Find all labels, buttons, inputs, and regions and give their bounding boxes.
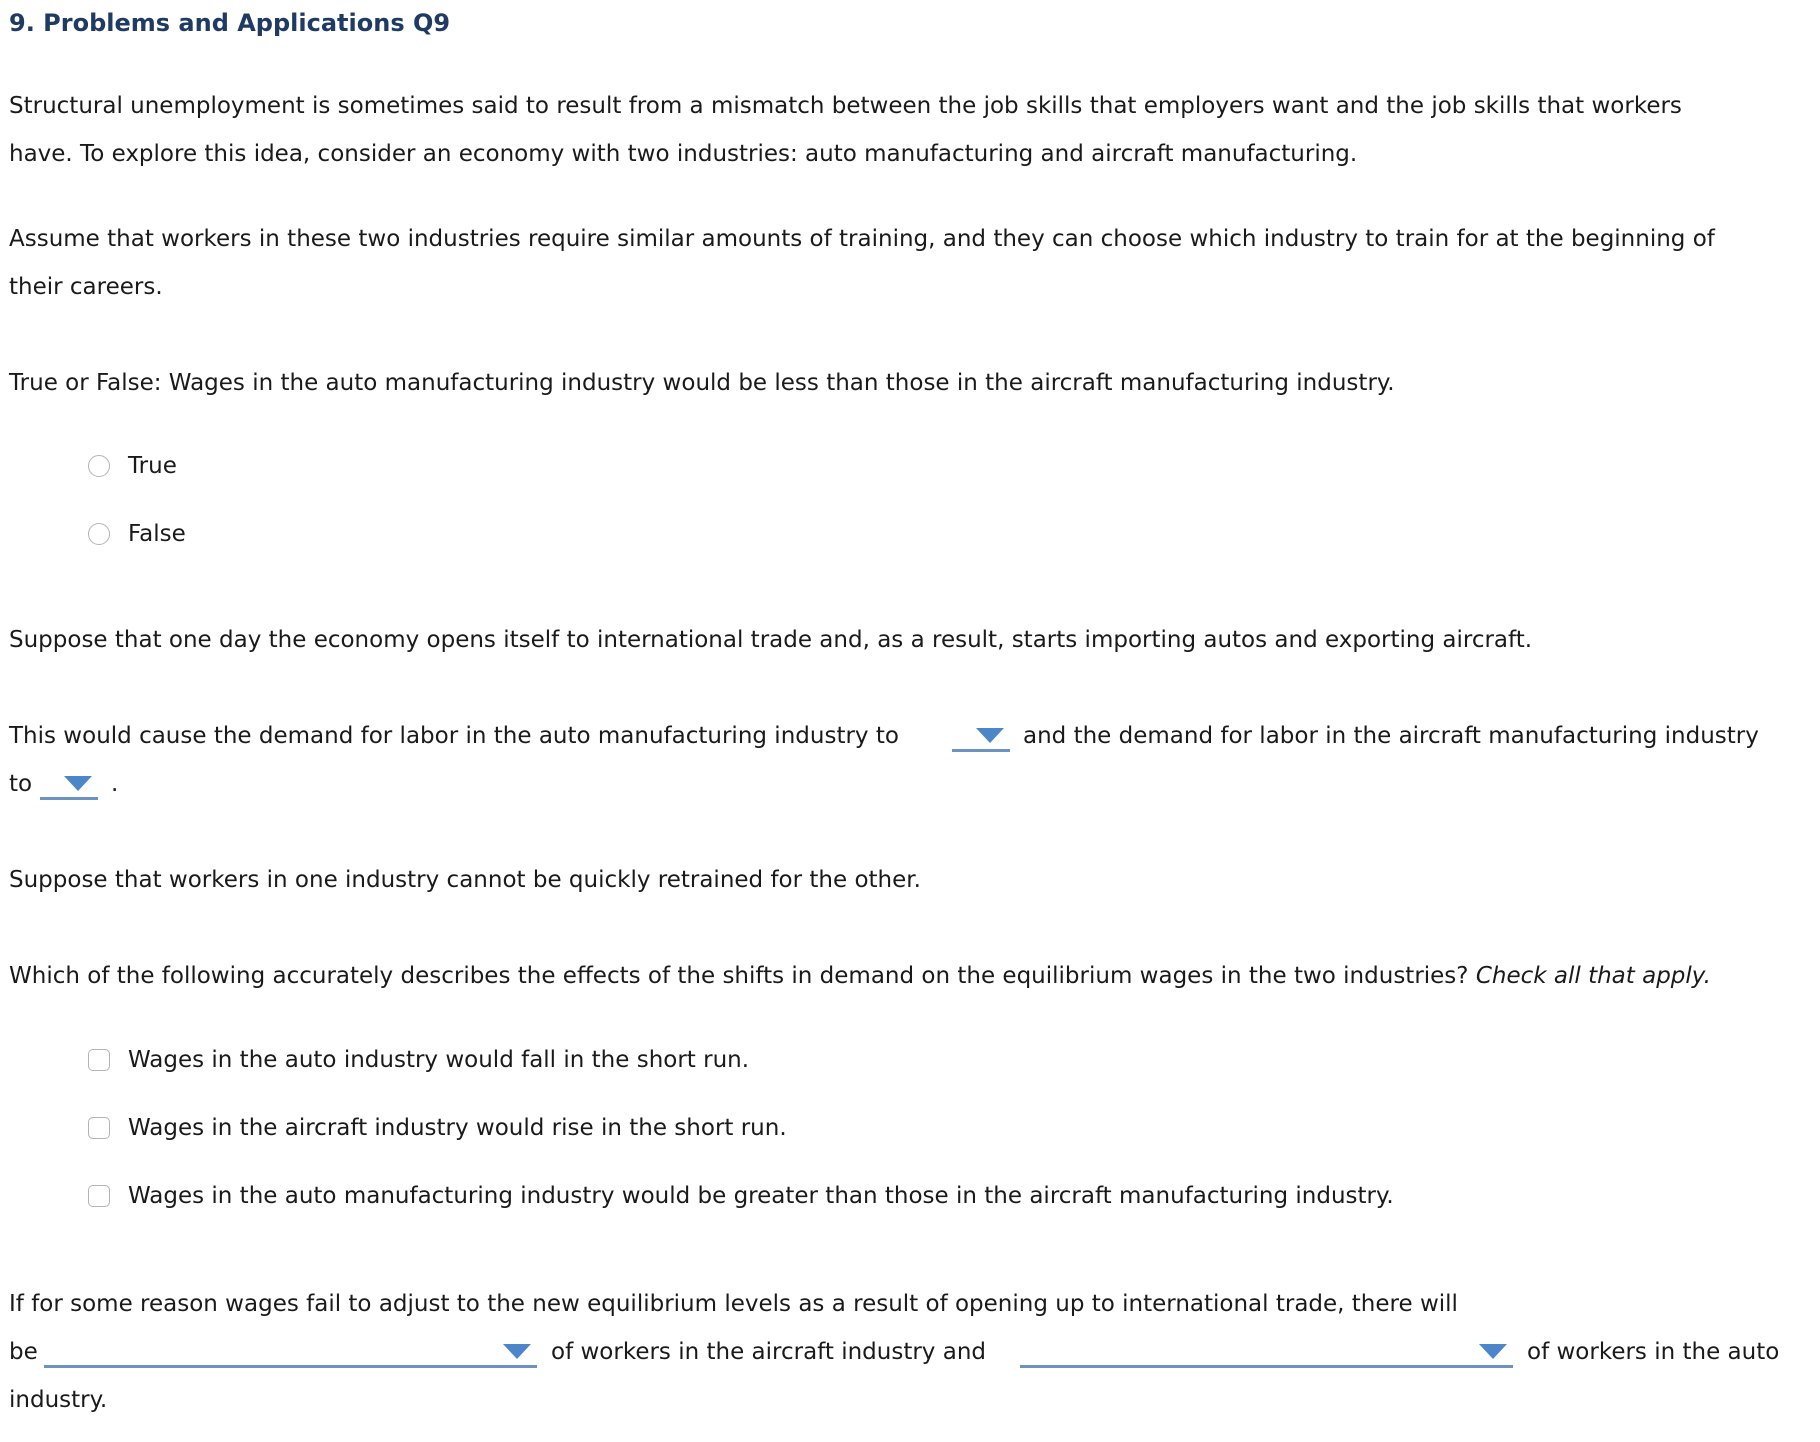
q4-line-1: If for some reason wages fail to adjust to the new equilibrium levels as a result of opening up to international trade, there will [9, 1291, 1458, 1317]
aircraft-workers-dropdown[interactable] [44, 1338, 537, 1368]
auto-workers-dropdown[interactable] [1020, 1338, 1513, 1368]
chevron-down-icon [1479, 1344, 1507, 1359]
page-title: 9. Problems and Applications Q9 [9, 9, 451, 37]
assumption-line-2: their careers. [9, 274, 163, 300]
intro-paragraph [9, 82, 1809, 178]
checkbox[interactable] [88, 1049, 110, 1071]
q1-option-label: False [128, 521, 186, 547]
q4-text-last: industry. [9, 1387, 108, 1413]
intro-line-1: Structural unemployment is sometimes said to result from a mismatch between the job skills that employers want and the job skills that workers [9, 93, 1682, 119]
chevron-down-icon [976, 728, 1004, 743]
chevron-down-icon [64, 776, 92, 791]
q4-text-end: of workers in the auto [1527, 1339, 1780, 1365]
q2-text-part4: . [111, 771, 119, 797]
radio-button[interactable] [88, 455, 110, 477]
checkbox[interactable] [88, 1117, 110, 1139]
q3-option-label: Wages in the auto industry would fall in the short run. [128, 1047, 750, 1073]
q1-prompt: True or False: Wages in the auto manufacturing industry would be less than those in the aircraft manufacturing industry. [9, 370, 1395, 396]
q2-text-part1: This would cause the demand for labor in the auto manufacturing industry to [9, 723, 899, 749]
q4-text-be: be [9, 1339, 38, 1365]
q2-text-part2: and the demand for labor in the aircraft manufacturing industry [1023, 723, 1759, 749]
q3-prompt-text: Which of the following accurately describes the effects of the shifts in demand on the equilibrium wages in the two industries? [9, 963, 1469, 989]
checkbox[interactable] [88, 1185, 110, 1207]
q1-option-label: True [128, 453, 177, 479]
auto-demand-dropdown[interactable] [952, 722, 1010, 752]
retrain-statement: Suppose that workers in one industry cannot be quickly retrained for the other. [9, 867, 921, 893]
q3-option-auto-fall[interactable] [88, 1044, 749, 1076]
assumption-line-1: Assume that workers in these two industries require similar amounts of training, and they can choose which industry to train for at the beginning of [9, 226, 1715, 252]
q2-text-part3: to [9, 771, 33, 797]
q3-option-label: Wages in the aircraft industry would rise in the short run. [128, 1115, 787, 1141]
aircraft-demand-dropdown[interactable] [40, 770, 98, 800]
q3-prompt [9, 952, 1809, 1000]
q3-option-aircraft-rise[interactable] [88, 1112, 787, 1144]
q1-option-true[interactable] [88, 450, 177, 482]
q4-text-mid: of workers in the aircraft industry and [551, 1339, 987, 1365]
q3-option-label: Wages in the auto manufacturing industry would be greater than those in the aircraft manufacturing industry. [128, 1183, 1394, 1209]
trade-statement: Suppose that one day the economy opens itself to international trade and, as a result, starts importing autos and exporting aircraft. [9, 627, 1533, 653]
radio-button[interactable] [88, 523, 110, 545]
intro-line-2: have. To explore this idea, consider an economy with two industries: auto manufacturing and aircraft manufacturing. [9, 141, 1358, 167]
q1-option-false[interactable] [88, 518, 186, 550]
chevron-down-icon [503, 1344, 531, 1359]
q3-instruction: Check all that apply. [1475, 963, 1711, 989]
assumption-paragraph [9, 215, 1809, 311]
q3-option-auto-greater[interactable] [88, 1180, 1394, 1212]
